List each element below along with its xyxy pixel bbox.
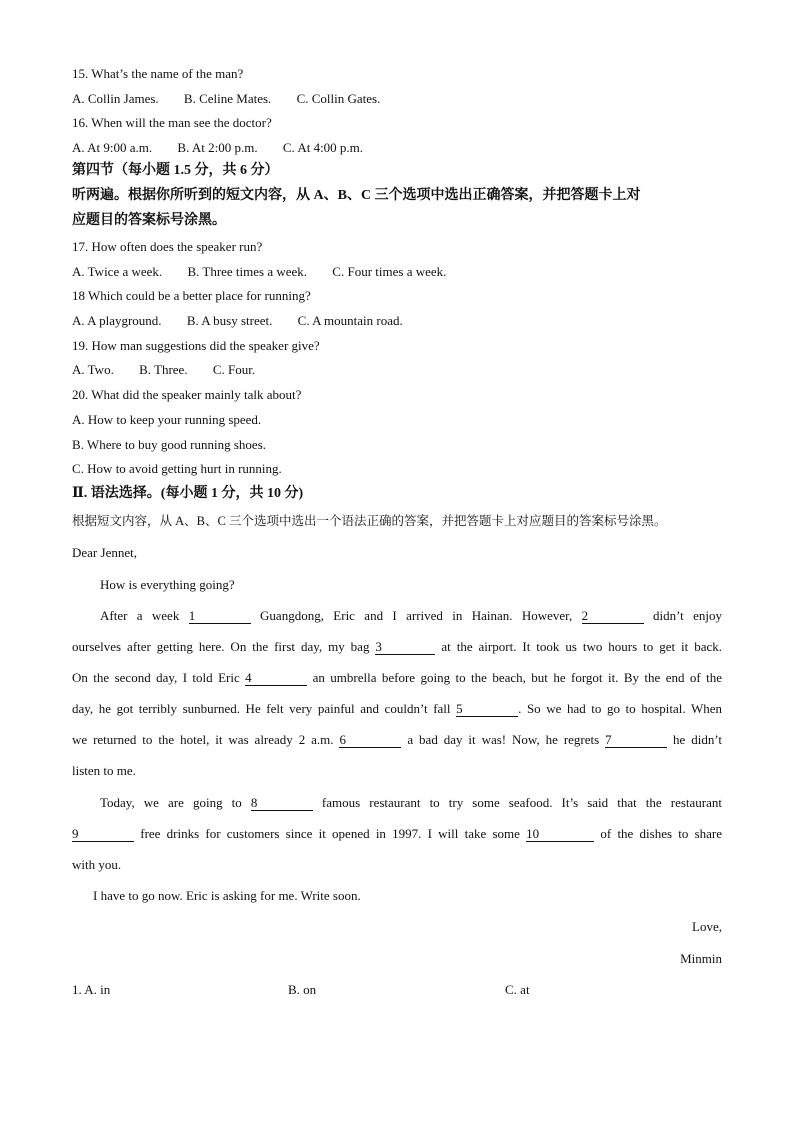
option-a: A. Collin James. [72,91,159,106]
blank-10: 10 [526,827,594,842]
option-a: A. Two. [72,362,114,377]
option-b: B. Celine Mates. [183,91,272,106]
option-a: A. At 9:00 a.m. [72,140,153,155]
text: we returned to the hotel, it was already 2 a.m. [72,732,334,747]
option-c: C. Collin Gates. [296,91,381,106]
question-16: 16. When will the man see the doctor? [72,115,272,130]
text: On the second day, I told Eric [72,670,240,685]
text: a bad day it was! Now, he regrets [407,732,600,747]
blank-1: 1 [189,609,251,624]
grammar-question-1-option-c: C. at [505,982,530,997]
blank-4: 4 [245,671,307,686]
option-c: C. At 4:00 p.m. [282,140,364,155]
text: ourselves after getting here. On the first day, my bag [72,639,370,654]
blank-3: 3 [375,640,435,655]
letter-line-8 [72,826,722,842]
letter-paragraph-1: How is everything going? [100,577,235,592]
text: After a week [100,608,180,623]
text: at the airport. It took us two hours to get it back. [441,639,723,654]
question-19: 19. How man suggestions did the speaker give? [72,338,320,353]
letter-line-10: I have to go now. Eric is asking for me. Write soon. [93,888,361,903]
text: of the dishes to share [600,826,723,841]
text: free drinks for customers since it opened in 1997. I will take some [140,826,520,841]
blank-9: 9 [72,827,134,842]
text: famous restaurant to try some seafood. It’s said that the restaurant [321,795,723,810]
blank-6: 6 [339,733,401,748]
letter-line-2 [72,639,722,655]
option-b: B. Three times a week. [187,264,308,279]
grammar-question-1-option-a: 1. A. in [72,982,111,997]
question-18-options [72,313,403,329]
text: he didn’t [673,732,723,747]
question-15-options [72,91,380,107]
text: day, he got terribly sunburned. He felt very painful and couldn’t fall [72,701,451,716]
blank-5: 5 [456,702,518,717]
blank-7: 7 [605,733,667,748]
letter-line-9: with you. [72,857,122,872]
letter-greeting: Dear Jennet, [72,545,137,560]
option-b: B. Three. [139,362,188,377]
option-c: C. Four. [212,362,256,377]
letter-line-5 [72,732,722,748]
text: . So we had to go to hospital. When [518,701,723,716]
letter-line-3 [72,670,722,686]
section-4-title: 第四节（每小题 1.5 分，共 6 分） [72,163,279,178]
letter-line-6: listen to me. [72,763,136,778]
question-16-options [72,140,363,156]
question-17-options [72,264,446,280]
grammar-question-1-option-b: B. on [288,982,317,997]
option-b: B. A busy street. [186,313,273,328]
question-19-options [72,362,255,378]
text: Today, we are going to [100,795,242,810]
question-20: 20. What did the speaker mainly talk about? [72,387,302,402]
question-17: 17. How often does the speaker run? [72,239,263,254]
section-4-instruction: 听两遍。根据你所听到的短文内容，从 A、B、C 三个选项中选出正确答案，并把答题卡上对 [72,188,641,203]
question-18: 18 Which could be a better place for running? [72,288,311,303]
section-4-instruction-cont: 应题目的答案标号涂黑。 [72,213,226,228]
grammar-section-title: Ⅱ. 语法选择。(每小题 1 分，共 10 分) [72,486,304,501]
letter-closing: Love, [692,919,722,934]
blank-2: 2 [582,609,644,624]
blank-8: 8 [251,796,313,811]
question-20-option-a: A. How to keep your running speed. [72,412,262,427]
option-c: C. A mountain road. [297,313,403,328]
letter-line-4 [72,701,722,717]
option-a: A. A playground. [72,313,162,328]
letter-signature: Minmin [680,951,722,966]
grammar-instruction: 根据短文内容，从 A、B、C 三个选项中选出一个语法正确的答案，并把答题卡上对应题目的答案标号涂黑。 [72,514,667,528]
letter-line-7 [100,795,722,811]
option-a: A. Twice a week. [72,264,163,279]
option-b: B. At 2:00 p.m. [177,140,258,155]
text: Guangdong, Eric and I arrived in Hainan. However, [260,608,573,623]
question-20-option-b: B. Where to buy good running shoes. [72,437,267,452]
option-c: C. Four times a week. [332,264,447,279]
text: an umbrella before going to the beach, but he forgot it. By the end of the [312,670,723,685]
question-15: 15. What’s the name of the man? [72,66,244,81]
letter-line-1 [100,608,722,624]
question-20-option-c: C. How to avoid getting hurt in running. [72,461,282,476]
text: didn’t enjoy [652,608,723,623]
